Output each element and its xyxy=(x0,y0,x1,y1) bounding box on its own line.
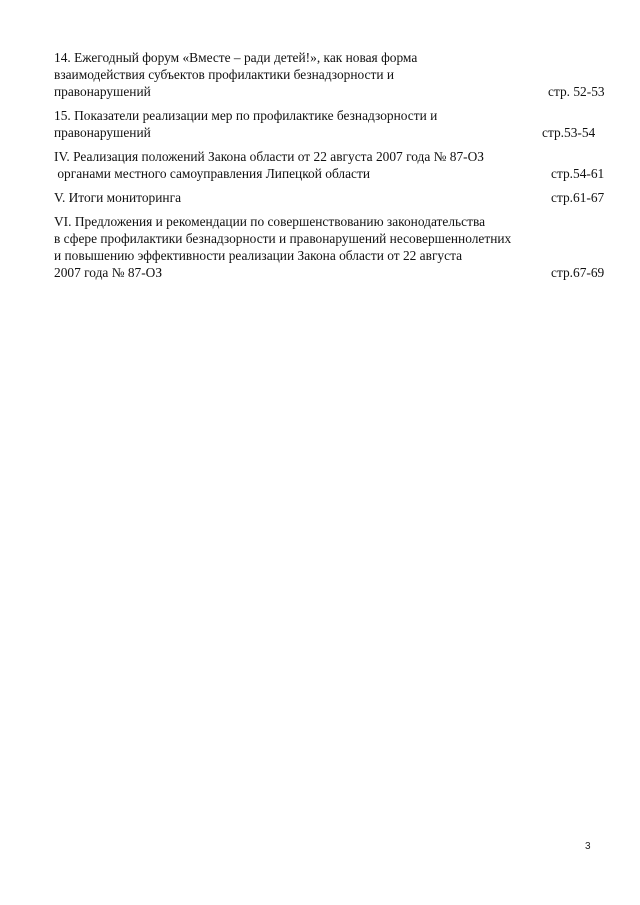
toc-line xyxy=(54,230,612,247)
toc-page-range: стр.53-54 xyxy=(542,125,596,140)
toc-page-range: стр.67-69 xyxy=(551,265,605,280)
toc-line xyxy=(54,213,612,230)
table-of-contents xyxy=(54,49,612,288)
toc-line xyxy=(54,107,612,124)
toc-line xyxy=(54,247,612,264)
toc-page-range: стр. 52-53 xyxy=(548,84,605,99)
toc-line xyxy=(54,83,612,100)
toc-line xyxy=(54,148,612,165)
toc-entry-text: правонарушений xyxy=(54,84,151,99)
toc-entry xyxy=(54,148,612,182)
toc-entry-text: 2007 года № 87-ОЗ xyxy=(54,265,163,280)
toc-entry-text: 15. Показатели реализации мер по профилактике безнадзорности и xyxy=(54,108,438,123)
toc-entry-text: правонарушений xyxy=(54,125,151,140)
toc-entry-text: и повышению эффективности реализации Закона области от 22 августа xyxy=(54,248,463,263)
toc-line xyxy=(54,189,612,206)
toc-entry-text: взаимодействия субъектов профилактики безнадзорности и xyxy=(54,67,395,82)
toc-line xyxy=(54,124,612,141)
toc-entry-text: органами местного самоуправления Липецкой области xyxy=(54,166,371,181)
toc-entry xyxy=(54,107,612,141)
toc-line xyxy=(54,165,612,182)
page-number: 3 xyxy=(585,841,591,852)
toc-entry-text: IV. Реализация положений Закона области от 22 августа 2007 года № 87-ОЗ xyxy=(54,149,485,164)
toc-entry-text: 14. Ежегодный форум «Вместе – ради детей!», как новая форма xyxy=(54,50,418,65)
toc-page-range: стр.54-61 xyxy=(551,166,605,181)
toc-entry-text: VI. Предложения и рекомендации по совершенствованию законодательства xyxy=(54,214,486,229)
toc-entry-text: в сфере профилактики безнадзорности и правонарушений несовершеннолетних xyxy=(54,231,512,246)
toc-entry-text: V. Итоги мониторинга xyxy=(54,190,182,205)
toc-line xyxy=(54,66,612,83)
toc-page-range: стр.61-67 xyxy=(551,190,605,205)
toc-entry xyxy=(54,189,612,206)
toc-entry xyxy=(54,213,612,281)
toc-line xyxy=(54,49,612,66)
toc-entry xyxy=(54,49,612,100)
toc-line xyxy=(54,264,612,281)
